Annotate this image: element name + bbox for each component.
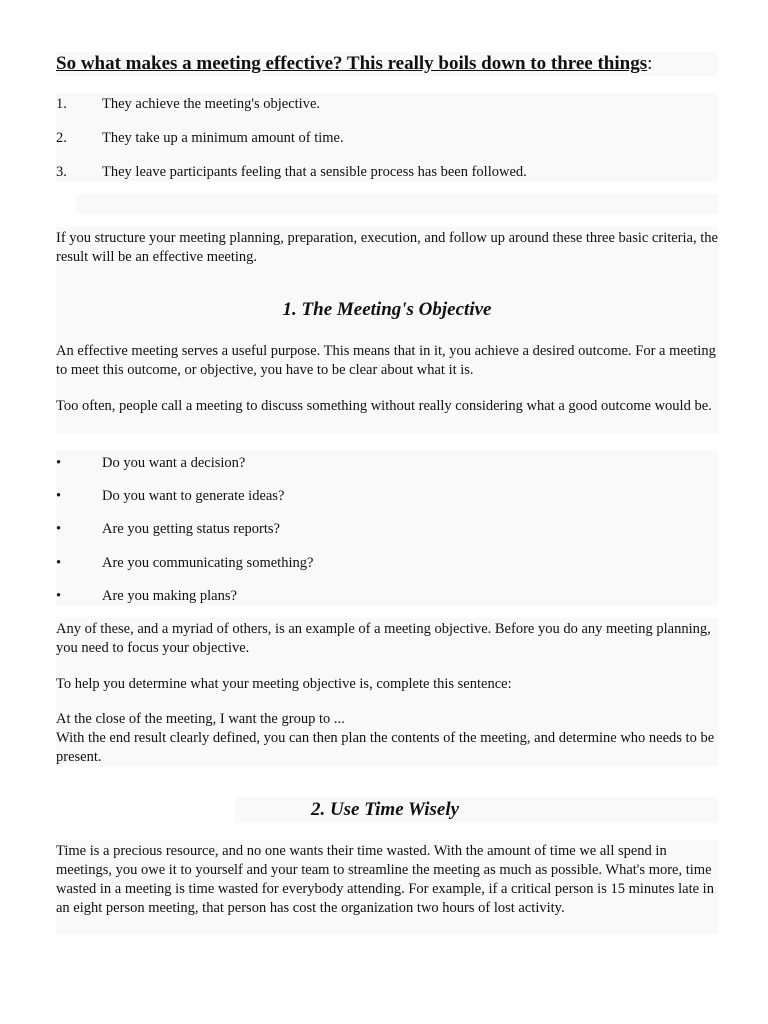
list-item (56, 520, 718, 539)
bullet-marker: • (56, 488, 62, 504)
section1-paragraph: With the end result clearly defined, you can then plan the contents of the meeting, and determine who needs to be present. (56, 730, 715, 765)
list-marker: 2. (56, 130, 67, 146)
list-item (56, 129, 718, 148)
empty-row-background (76, 194, 718, 214)
section2-heading: 2. Use Time Wisely (310, 799, 460, 820)
page-title (56, 52, 718, 76)
section1-paragraph: Too often, people call a meeting to discuss something without really considering what a good outcome would be. (56, 398, 712, 414)
list-item (56, 554, 718, 573)
bullet-marker: • (56, 555, 62, 571)
intro-paragraph: If you structure your meeting planning, preparation, execution, and follow up around these three basic criteria, the result will be an effective meeting. (56, 230, 718, 265)
list-item-text: Are you communicating something? (102, 555, 314, 571)
sentence-prompt: At the close of the meeting, I want the group to ... (56, 711, 345, 727)
list-item-text: Do you want a decision? (102, 455, 246, 471)
list-item-text: Are you getting status reports? (102, 521, 280, 537)
section1-paragraph: Any of these, and a myriad of others, is an example of a meeting objective. Before you do any meeting planning, you need to focus your objective. (56, 621, 711, 656)
list-item (56, 487, 718, 506)
list-item (56, 587, 718, 606)
bullet-marker: • (56, 588, 62, 604)
list-item (56, 163, 718, 182)
list-item-text: They take up a minimum amount of time. (102, 130, 344, 146)
list-item-text: Do you want to generate ideas? (102, 488, 285, 504)
section1-paragraph: To help you determine what your meeting objective is, complete this sentence: (56, 676, 512, 692)
list-item (56, 454, 718, 473)
section1-paragraph: An effective meeting serves a useful purpose. This means that in it, you achieve a desired outcome. For a meeting to meet this outcome, or objective, you have to be clear about what it is. (56, 343, 716, 378)
list-marker: 3. (56, 164, 67, 180)
page-title-colon: : (647, 53, 653, 74)
section1-heading: 1. The Meeting's Objective (282, 299, 492, 320)
list-item-text: They leave participants feeling that a sensible process has been followed. (102, 164, 527, 180)
list-item-text: They achieve the meeting's objective. (102, 96, 321, 112)
bullet-marker: • (56, 455, 62, 471)
list-item (56, 95, 718, 114)
list-item-text: Are you making plans? (102, 588, 237, 604)
page-title-text: So what makes a meeting effective? This really boils down to three things (56, 53, 648, 74)
bullet-marker: • (56, 521, 62, 537)
section2-paragraph: Time is a precious resource, and no one wants their time wasted. With the amount of time we all spend in meetings, you owe it to yourself and your team to streamline the meeting as much as possible. What's more, time wasted in a meeting is time wasted for everybody attending. For example, if a critical person is 15 minutes late in an eight person meeting, that person has cost the organization two hours of lost activity. (56, 843, 714, 916)
list-marker: 1. (56, 96, 67, 112)
